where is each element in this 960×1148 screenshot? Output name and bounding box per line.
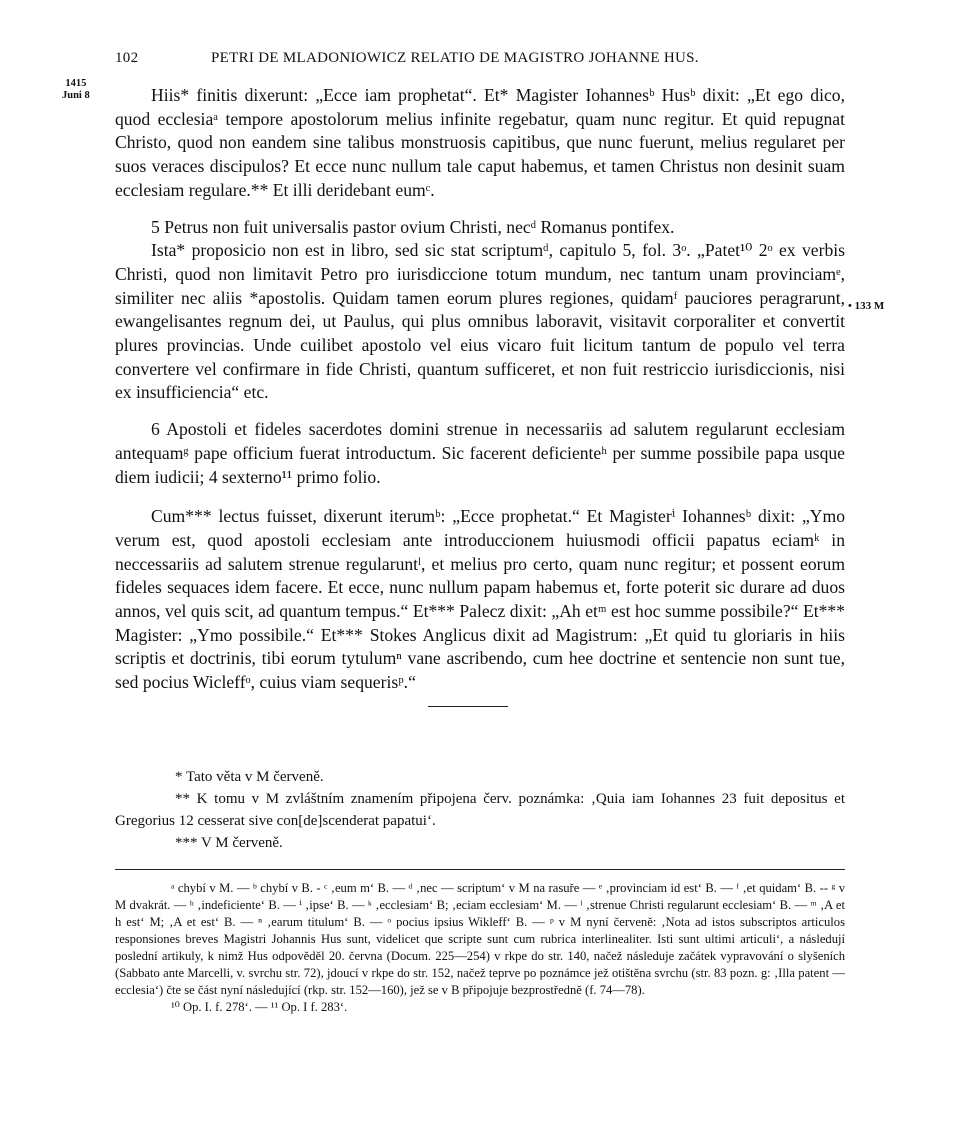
star-notes: [115, 766, 845, 854]
critical-apparatus: [115, 880, 845, 1016]
apparatus-notes: ᵃ chybí v M. — ᵇ chybí v B. - ᶜ ‚eum m‘ B. — ᵈ ‚nec — scriptum‘ v M na rasuře — ᵉ ‚provinciam id est‘ B. — ᶠ ‚et quidam‘ B. -- ᵍ v M dvakrát. — ʰ ‚indeficiente‘ B. — ⁱ ‚ipse‘ B. — ᵏ ‚ecclesiam‘ B; ‚eciam ecclesiam‘ M. — ˡ ‚strenue Christi regularunt ecclesiam‘ B. — ᵐ ‚A et h est‘ M; ‚A et est‘ B. — ⁿ ‚earum titulum‘ B. — ᵒ pocius ipsius Wikleff‘ B. — ᵖ v M nyní červeně: ‚Nota ad istos subscriptos articulos responsiones breves Magistri Johannis Hus sunt, videlicet que scripte sunt cum rubrica interlinealiter. Isti sunt ultimi articuli‘, a následují poslední artikuly, k nimž Hus odpověděl 20. června (Docum. 225—254) v rkpe do str. 140, načež následuje začátek vypravování o slyšeních (Sabbato ante Marcelli, v. svrchu str. 72), jdoucí v rkpe do str. 152, načež teprve po poznámce jež otištěna svrchu (str. 83 pozn. g: ‚Illa patent — ecclesia‘) čte se část nyní následující (rkp. str. 152—160), jež se v B připojuje bezprostředně (f. 74—78).: [115, 881, 845, 997]
paragraph-3: Cum*** lectus fuisset, dixerunt iterumᵇ: „Ecce prophetat.“ Et Magisterⁱ Iohannesᵇ dixit: „Ymo verum est, quod apostoli ecclesiam ante introduccionem huiusmodi officii papatus eciamᵏ in neccessariis ad salutem strenue regularuntˡ, et melius pro certo, quam nunc regitur; et possent eorum fideles sequaces idem facere. Et ecce, nunc nullum papam habemus et, forte poterit sic durare ad duos annos, vel quis scit, ad quantum tempus.“ Et*** Palecz dixit: „Ah etᵐ est hoc summe possibile?“ Et*** Magister: „Ymo possibile.“ Et*** Stokes Anglicus dixit ad Magistrum: „Et quid tu gloriaris in hiis scriptis et doctrinis, tibi eorum tytulumⁿ vane ascribendo, cum hee doctrine et sentencie non sunt tue, sed pocius Wicleffᵒ, cuius viam sequerisᵖ.“: [115, 506, 845, 693]
main-text: [115, 84, 845, 695]
margin-date-year: 1415: [65, 78, 87, 89]
page-number: 102: [115, 50, 139, 66]
running-header: [115, 50, 845, 67]
margin-date: [62, 78, 90, 102]
margin-date-day: Juni 8: [62, 90, 90, 101]
star-note-3: *** V M červeně.: [175, 835, 283, 851]
running-title: PETRI DE MLADONIOWICZ RELATIO DE MAGISTRO JOHANNE HUS.: [211, 50, 699, 66]
margin-folio-ref: • 133 M: [848, 300, 885, 312]
star-note-1: * Tato věta v M červeně.: [175, 769, 324, 785]
paragraph-2: Ista* proposicio non est in libro, sed sic stat scriptumᵈ, capitulo 5, fol. 3ᵒ. „Patet¹⁰ 2ᵒ ex verbis Christi, quod non limitavit Petro pro iurisdiccione totum mundum, nec tantum unam provinciamᵉ, similiter nec aliis *apostolis. Quidam tamen eorum plures regiones, quidamᶠ pauciores peragrarunt, ewangelisantes regnum dei, ut Paulus, qui plus omnibus laboravit, visitavit corporaliter et convertit plures provincias. Unde cuilibet apostolo vel eius vicaro fuit licitum tantum de populo vel terra convertere vel confirmare in fide Christi, quantum sufficeret, et non fuit restriccio iurisdiccionis, nisi ex insufficiencia“ etc.: [115, 240, 845, 403]
footnote-divider: [115, 869, 845, 870]
paragraph-article-6: 6 Apostoli et fideles sacerdotes domini strenue in necessariis ad salutem regularunt ecclesiam antequamᵍ pape officium fuerat introductum. Sic facerent deficienteʰ per summe possibile papa usque diem iudicii; 4 sexterno¹¹ primo folio.: [115, 419, 845, 487]
apparatus-sources: ¹⁰ Op. I. f. 278‘. — ¹¹ Op. I f. 283‘.: [171, 1000, 348, 1014]
paragraph-article-5: 5 Petrus non fuit universalis pastor ovium Christi, necᵈ Romanus pontifex.: [151, 216, 675, 237]
paragraph-1: Hiis* finitis dixerunt: „Ecce iam prophetat“. Et* Magister Iohannesᵇ Husᵇ dixit: „Et ego dico, quod ecclesiaᵃ tempore apostolorum melius infinite regebatur, quam nunc regitur. Et quid repugnat Christo, quod non eandem sine talibus monstruosis capitibus, que nunc fuerunt, melius regularet per suos veraces discipulos? Et ecce nunc nullum tale caput habemus, et tamen Christus non desinit suam ecclesiam regulare.** Et illi deridebant eumᶜ.: [115, 85, 845, 200]
section-divider: [428, 706, 508, 707]
star-note-2: ** K tomu v M zvláštním znamením připojena červ. poznámka: ‚Quia iam Iohannes 23 fuit depositus et Gregorius 12 cesserat sive con[de]scenderat papatui‘.: [115, 791, 845, 829]
